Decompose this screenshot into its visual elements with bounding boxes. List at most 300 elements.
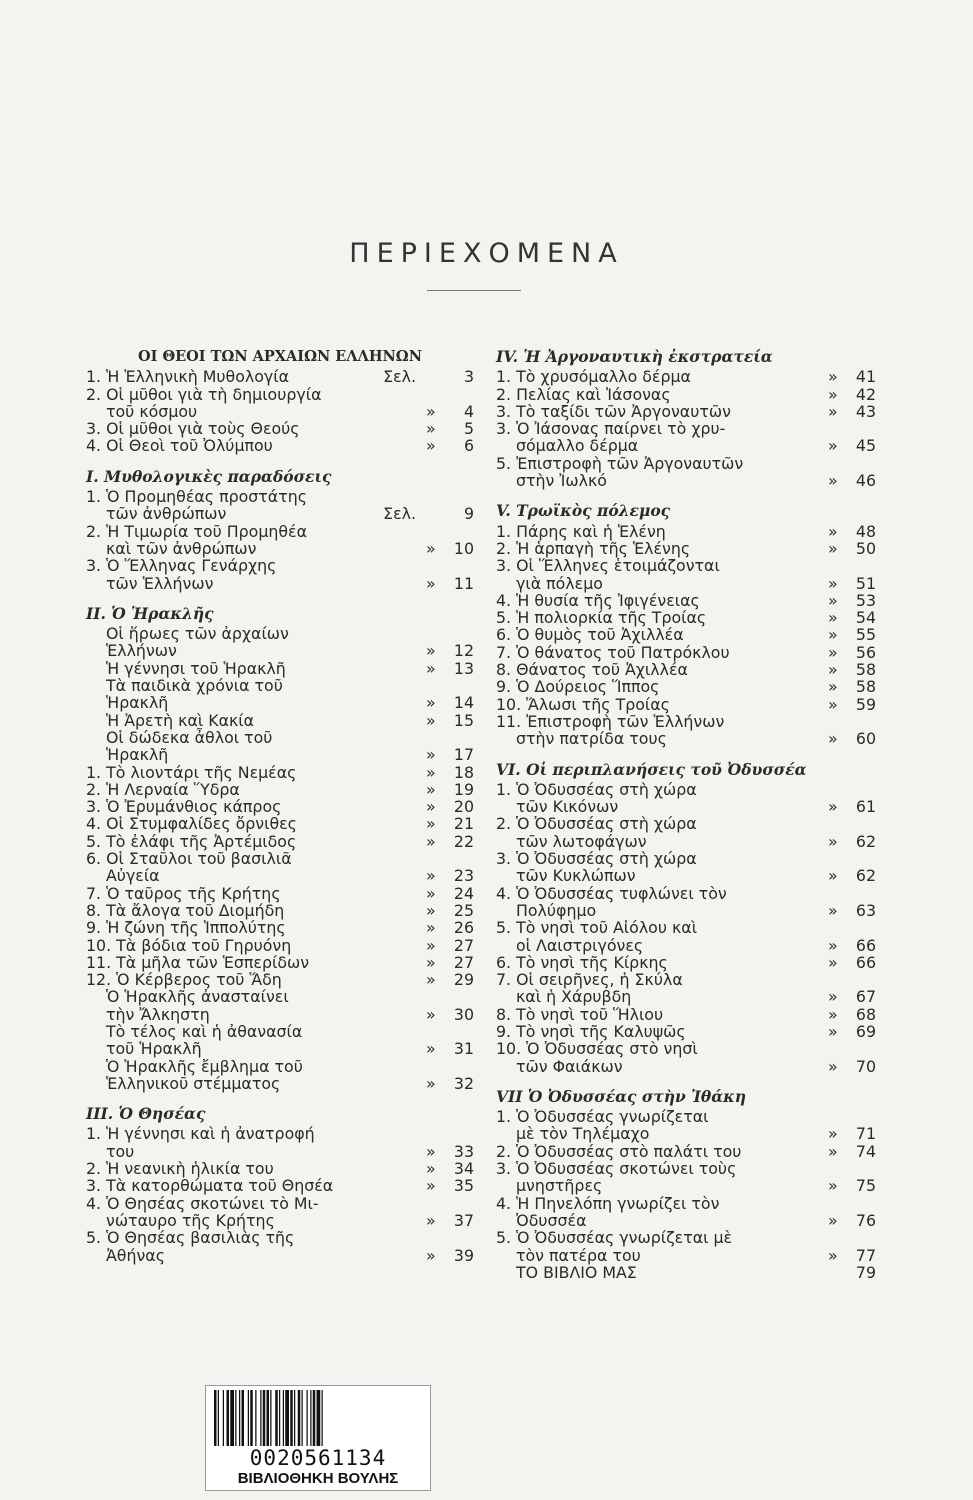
toc-entry[interactable] — [496, 885, 876, 920]
ditto-mark: » — [426, 1176, 436, 1196]
page-number: 14 — [453, 693, 474, 713]
page-number: 74 — [855, 1141, 876, 1161]
toc-entry[interactable] — [86, 781, 474, 798]
entry-text: Ἡ Λερναία Ὕδρα — [106, 779, 240, 799]
entry-number: 7. — [496, 642, 512, 662]
entry-text: Ἡ θυσία τῆς Ἰφιγένειας — [516, 590, 700, 610]
entry-number: 8. — [496, 660, 512, 680]
entry-text: Αὐγεία — [106, 866, 160, 886]
toc-entry[interactable] — [86, 971, 474, 988]
ditto-mark: » — [426, 710, 436, 730]
page-number: 19 — [453, 779, 474, 799]
page-number-cell — [816, 988, 876, 1005]
entry-text: Ὁ Ὀδυσσέας στὴ χώρα — [516, 814, 697, 834]
ditto-mark: » — [426, 779, 436, 799]
entry-title-continuation — [496, 1247, 816, 1264]
page-number-cell — [816, 386, 876, 403]
ditto-mark: » — [828, 729, 838, 749]
entry-title-continuation — [86, 505, 414, 522]
page-number: 22 — [453, 831, 474, 851]
entry-text: Ἡ Τιμωρία τοῦ Προμηθέα — [106, 521, 307, 541]
entry-text: Τὸ τέλος καὶ ἡ ἀθανασία — [106, 1021, 303, 1041]
toc-right-column — [496, 348, 876, 1281]
entry-text: Ὁ Ἰάσονας παίρνει τὸ χρυ- — [516, 419, 726, 439]
entry-title — [496, 781, 816, 798]
entry-number: 10. — [86, 935, 112, 955]
toc-entry[interactable] — [86, 420, 474, 437]
ditto-mark: » — [426, 866, 436, 886]
section-entries — [496, 1108, 876, 1281]
toc-entry[interactable] — [496, 455, 876, 490]
entry-title — [86, 833, 414, 850]
entry-title — [496, 1023, 816, 1040]
toc-entry[interactable] — [496, 1264, 876, 1281]
entry-title — [496, 420, 816, 437]
toc-entry[interactable] — [86, 625, 474, 660]
ditto-mark: » — [828, 1021, 838, 1041]
ditto-mark: » — [426, 658, 436, 678]
entry-number: 1. — [496, 521, 512, 541]
ditto-mark: » — [828, 694, 838, 714]
page-number-cell — [816, 368, 876, 385]
toc-left-column — [86, 348, 474, 1264]
page-number: 46 — [855, 471, 876, 491]
page-title: ΠΕΡΙΕΧΟΜΕΝΑ — [349, 238, 624, 269]
page-number-cell — [816, 696, 876, 713]
ditto-mark: » — [828, 384, 838, 404]
entry-title-continuation — [86, 867, 414, 884]
toc-entry[interactable] — [496, 386, 876, 403]
toc-entry[interactable] — [86, 1125, 474, 1160]
section-entries — [86, 1125, 474, 1263]
entry-text: μνηστῆρες — [516, 1176, 603, 1196]
entry-title — [496, 644, 816, 661]
ditto-mark: » — [426, 952, 436, 972]
barcode-bar — [317, 1390, 321, 1446]
page-number-cell — [816, 867, 876, 884]
section-heading: ΙV. Ἡ Ἀργοναυτικὴ ἐκστρατεία — [496, 347, 773, 366]
barcode-bar — [298, 1390, 301, 1446]
ditto-mark: » — [828, 521, 838, 541]
toc-entry[interactable] — [496, 713, 876, 748]
entry-number: 9. — [496, 677, 512, 697]
entry-text: Ἐπιστροφὴ τῶν Ἀργοναυτῶν — [516, 453, 744, 473]
entry-number: 5. — [496, 608, 512, 628]
entry-text: Πολύφημο — [516, 900, 597, 920]
barcode-bar — [310, 1390, 311, 1446]
barcode-bar — [248, 1390, 249, 1446]
page-number-cell — [816, 403, 876, 420]
entry-number: 11. — [86, 952, 112, 972]
entry-text: Ἡ Ἑλληνικὴ Μυθολογία — [106, 367, 289, 387]
entry-number: 4. — [496, 883, 512, 903]
barcode-bar — [230, 1390, 234, 1446]
entry-text: ΤΟ ΒΙΒΛΙΟ ΜΑΣ — [516, 1262, 637, 1282]
toc-entry[interactable] — [496, 1040, 876, 1075]
entry-title-continuation — [496, 867, 816, 884]
entry-text: Τὸ χρυσόμαλλο δέρμα — [516, 367, 691, 387]
entry-number: 3. — [496, 401, 512, 421]
page-number: 11 — [453, 573, 474, 593]
entry-title — [86, 1160, 414, 1177]
entry-title — [86, 1229, 414, 1246]
barcode-bar — [260, 1390, 261, 1446]
page-number: 70 — [855, 1056, 876, 1076]
entry-text: Ἀθήνας — [106, 1245, 165, 1265]
page-number: 18 — [453, 762, 474, 782]
entry-title — [86, 625, 414, 642]
entry-number: 1. — [496, 779, 512, 799]
entry-text: Τὰ μῆλα τῶν Ἑσπερίδων — [116, 952, 310, 972]
entry-title — [496, 713, 816, 730]
toc-entry[interactable] — [496, 592, 876, 609]
entry-number: 2. — [496, 1141, 512, 1161]
page-number-cell — [414, 403, 474, 420]
ditto-mark: » — [828, 642, 838, 662]
entry-title — [496, 1040, 816, 1057]
entry-text: Τὸ νησὶ τῆς Κίρκης — [516, 952, 668, 972]
page-number-cell — [414, 971, 474, 988]
toc-entry[interactable] — [86, 488, 474, 523]
toc-entry[interactable] — [86, 729, 474, 764]
toc-entry[interactable] — [86, 988, 474, 1023]
entry-title — [86, 712, 414, 729]
entry-text: Ἐπιστροφὴ τῶν Ἑλλήνων — [526, 711, 725, 731]
entry-number: 3. — [86, 797, 102, 817]
page-number: 55 — [855, 625, 876, 645]
entry-text: Οἱ Σταῦλοι τοῦ βασιλιᾶ — [106, 849, 292, 869]
toc-entry[interactable] — [86, 937, 474, 954]
toc-entry[interactable] — [86, 833, 474, 850]
page-number-cell — [816, 523, 876, 540]
ditto-mark: » — [426, 401, 436, 421]
entry-text: Οἱ μῦθοι γιὰ τὴ δημιουργία — [106, 384, 322, 404]
entry-text: του — [106, 1141, 135, 1161]
page-number: 37 — [453, 1210, 474, 1230]
entry-text: τῶν Ἑλλήνων — [106, 573, 214, 593]
ditto-mark: » — [828, 538, 838, 558]
toc-entry[interactable] — [86, 523, 474, 558]
toc-entry[interactable] — [86, 954, 474, 971]
entry-number: 9. — [496, 1021, 512, 1041]
entry-title — [496, 661, 816, 678]
toc-entry[interactable] — [496, 1108, 876, 1143]
toc-entry[interactable] — [86, 1195, 474, 1230]
entry-text: τὸν πατέρα του — [516, 1245, 641, 1265]
page-number: 68 — [855, 1004, 876, 1024]
toc-entry[interactable] — [86, 677, 474, 712]
page-number-cell — [816, 609, 876, 626]
entry-text: νώταυρο τῆς Κρήτης — [106, 1210, 275, 1230]
page-number: 15 — [453, 710, 474, 730]
toc-entry[interactable] — [496, 1195, 876, 1230]
entry-number: 10. — [496, 1039, 522, 1059]
entry-text: Οἱ ἥρωες τῶν ἀρχαίων — [106, 624, 289, 644]
page-number-cell — [816, 1177, 876, 1194]
page-number-cell — [816, 644, 876, 661]
toc-entry[interactable] — [86, 885, 474, 902]
page-number-cell — [414, 1160, 474, 1177]
toc-entry[interactable] — [86, 815, 474, 832]
entry-text: τὴν Ἄλκηστη — [106, 1004, 210, 1024]
entry-title — [496, 954, 816, 971]
toc-entry[interactable] — [86, 712, 474, 729]
page-number: 58 — [855, 660, 876, 680]
entry-number: 9. — [86, 918, 102, 938]
entry-title — [496, 455, 816, 472]
toc-entry[interactable] — [496, 954, 876, 971]
entry-text: τῶν Φαιάκων — [516, 1056, 623, 1076]
toc-entry[interactable] — [496, 1143, 876, 1160]
page-number-cell — [414, 937, 474, 954]
entry-text: στὴν Ἰωλκό — [516, 471, 607, 491]
barcode-bar — [270, 1390, 271, 1446]
barcode-bar — [218, 1390, 219, 1446]
barcode-bar — [302, 1390, 303, 1446]
entry-text: Τὰ παιδικὰ χρόνια τοῦ — [106, 676, 283, 696]
toc-entry[interactable] — [496, 850, 876, 885]
entry-text: Ὁ Ἕλληνας Γενάρχης — [106, 556, 277, 576]
ditto-mark: » — [426, 1245, 436, 1265]
entry-title — [86, 971, 414, 988]
entry-title — [496, 1264, 816, 1281]
entry-number: 7. — [86, 883, 102, 903]
entry-title — [496, 696, 816, 713]
toc-entry[interactable] — [496, 644, 876, 661]
toc-entry[interactable] — [86, 1023, 474, 1058]
entry-title — [86, 937, 414, 954]
toc-entry[interactable] — [496, 420, 876, 455]
page-number: 67 — [855, 987, 876, 1007]
entry-number: 8. — [496, 1004, 512, 1024]
toc-entry[interactable] — [496, 1006, 876, 1023]
entry-title — [496, 1108, 816, 1125]
toc-entry[interactable] — [496, 971, 876, 1006]
section-entries — [496, 368, 876, 489]
toc-entry[interactable] — [496, 1023, 876, 1040]
entry-number: 5. — [496, 453, 512, 473]
ditto-mark: » — [828, 1004, 838, 1024]
ditto-mark: » — [426, 641, 436, 661]
toc-entry[interactable] — [496, 1229, 876, 1264]
page-number-cell — [414, 764, 474, 781]
toc-entry[interactable] — [496, 557, 876, 592]
toc-entry[interactable] — [86, 386, 474, 421]
entry-title — [496, 815, 816, 832]
page-number-cell — [816, 1212, 876, 1229]
toc-entry[interactable] — [496, 540, 876, 557]
entry-title — [496, 386, 816, 403]
toc-entry[interactable] — [86, 368, 474, 385]
page-number: 71 — [855, 1124, 876, 1144]
toc-entry[interactable] — [496, 523, 876, 540]
entry-number: 1. — [86, 487, 102, 507]
page-number-cell — [414, 815, 474, 832]
page-number: 56 — [855, 642, 876, 662]
entry-title-continuation — [86, 1006, 414, 1023]
entry-text: στὴν πατρίδα τους — [516, 729, 667, 749]
entry-text: Ὁ Ὀδυσσέας τυφλώνει τὸν — [516, 883, 727, 903]
entry-text: τῶν ἀνθρώπων — [106, 504, 227, 524]
entry-title — [496, 540, 816, 557]
ditto-mark: » — [828, 660, 838, 680]
ditto-mark: » — [828, 471, 838, 491]
page-number: 24 — [453, 883, 474, 903]
page-number-cell — [414, 1143, 474, 1160]
page-number-cell — [816, 575, 876, 592]
entry-text: Ὁ Ὀδυσσέας στὴ χώρα — [516, 779, 697, 799]
entry-text: Ἡ Ἀρετὴ καὶ Κακία — [106, 710, 255, 730]
toc-entry[interactable] — [86, 1177, 474, 1194]
ditto-mark: » — [426, 745, 436, 765]
entry-number: 3. — [496, 556, 512, 576]
barcode-bar — [307, 1390, 308, 1446]
entry-text: Ἡρακλῆ — [106, 745, 169, 765]
entry-title — [86, 368, 382, 385]
entry-text: Θάνατος τοῦ Ἀχιλλέα — [516, 660, 688, 680]
page-number-cell — [414, 437, 474, 454]
entry-title-continuation — [496, 437, 816, 454]
page-number: 27 — [453, 952, 474, 972]
page-number-cell — [816, 1247, 876, 1264]
toc-entry[interactable] — [496, 781, 876, 816]
entry-text: Τὸ ταξίδι τῶν Ἀργοναυτῶν — [516, 401, 731, 421]
entry-number: 2. — [496, 814, 512, 834]
page-number: 79 — [855, 1262, 876, 1282]
entry-number: 10. — [496, 694, 522, 714]
ditto-mark: » — [426, 693, 436, 713]
entry-title — [86, 523, 414, 540]
page-number-cell — [414, 1075, 474, 1092]
entry-title-continuation — [86, 746, 414, 763]
page-number: 60 — [855, 729, 876, 749]
entry-text: Τὸ λιοντάρι τῆς Νεμέας — [106, 762, 297, 782]
entry-title — [496, 403, 816, 420]
entry-text: Ἡ Πηνελόπη γνωρίζει τὸν — [516, 1193, 720, 1213]
page-number: 34 — [453, 1159, 474, 1179]
section-heading: Ι. Μυθολογικὲς παραδόσεις — [86, 466, 332, 486]
entry-title — [496, 609, 816, 626]
entry-number: 6. — [496, 952, 512, 972]
toc-entry[interactable] — [496, 678, 876, 695]
entry-title — [86, 764, 414, 781]
toc-entry[interactable] — [86, 919, 474, 936]
toc-entry[interactable] — [86, 798, 474, 815]
entry-number: 2. — [86, 521, 102, 541]
page-number: 31 — [453, 1039, 474, 1059]
page-number-cell — [816, 1023, 876, 1040]
toc-entry[interactable] — [496, 1160, 876, 1195]
entry-title-continuation — [496, 1058, 816, 1075]
toc-entry[interactable] — [86, 557, 474, 592]
barcode-bar — [223, 1390, 224, 1446]
entry-title-continuation — [86, 1075, 414, 1092]
toc-entry[interactable] — [496, 815, 876, 850]
toc-entry[interactable] — [86, 437, 474, 454]
title-divider — [427, 290, 521, 291]
entry-number: 8. — [86, 900, 102, 920]
toc-entry[interactable] — [496, 626, 876, 643]
section-heading: ΙΙ. Ὁ Ἡρακλῆς — [86, 603, 214, 623]
toc-entry[interactable] — [86, 1160, 474, 1177]
ditto-mark: » — [828, 1141, 838, 1161]
entry-title — [496, 885, 816, 902]
entry-title — [86, 781, 414, 798]
section-entries — [496, 523, 876, 748]
entry-text: Ἡ γέννησι τοῦ Ἡρακλῆ — [106, 658, 286, 678]
toc-entry[interactable] — [86, 660, 474, 677]
entry-text: Οἱ Ἕλληνες ἑτοιμάζονται — [516, 556, 720, 576]
page-number: 12 — [453, 641, 474, 661]
page-number-cell — [816, 937, 876, 954]
entry-text: καὶ τῶν ἀνθρώπων — [106, 538, 257, 558]
toc-entry[interactable] — [496, 696, 876, 713]
toc-entry[interactable] — [86, 1229, 474, 1264]
toc-entry[interactable] — [86, 1058, 474, 1093]
entry-text: Ὁ Ὀδυσσέας στὸ νησὶ — [526, 1039, 698, 1059]
toc-entry[interactable] — [496, 403, 876, 420]
ditto-mark: » — [828, 935, 838, 955]
ditto-mark: » — [828, 1176, 838, 1196]
page-number: 6 — [463, 436, 474, 456]
page-number-cell — [414, 746, 474, 763]
entry-text: Οἱ σειρῆνες, ἡ Σκύλα — [516, 970, 683, 990]
entry-title-continuation — [496, 730, 816, 747]
ditto-mark: » — [426, 538, 436, 558]
entry-title — [496, 523, 816, 540]
page-prefix: Σελ. — [383, 504, 416, 524]
entry-title-continuation — [86, 642, 414, 659]
entry-number: 4. — [86, 1193, 102, 1213]
ditto-mark: » — [828, 1245, 838, 1265]
toc-entry[interactable] — [86, 850, 474, 885]
entry-text: Ὁ Κέρβερος τοῦ Ἅδη — [116, 970, 282, 990]
toc-entry[interactable] — [496, 919, 876, 954]
page-number-cell — [414, 540, 474, 557]
toc-entry[interactable] — [496, 661, 876, 678]
entry-title-continuation — [86, 403, 382, 420]
entry-title — [86, 729, 414, 746]
ditto-mark: » — [426, 883, 436, 903]
toc-entry[interactable] — [86, 764, 474, 781]
page-number: 54 — [855, 608, 876, 628]
toc-entry[interactable] — [86, 902, 474, 919]
entry-text: οἱ Λαιστριγόνες — [516, 935, 644, 955]
page-number-cell — [816, 1058, 876, 1075]
entry-number: 2. — [86, 779, 102, 799]
toc-entry[interactable] — [496, 368, 876, 385]
ditto-mark: » — [426, 1004, 436, 1024]
toc-entry[interactable] — [496, 609, 876, 626]
page-number: 62 — [855, 866, 876, 886]
entry-number: 6. — [496, 625, 512, 645]
entry-title — [496, 971, 816, 988]
section-entries — [86, 488, 474, 592]
entry-text: τοῦ κόσμου — [106, 401, 198, 421]
entry-title — [86, 660, 414, 677]
entry-text: σόμαλλο δέρμα — [516, 436, 639, 456]
page-number-cell — [414, 781, 474, 798]
page-number-cell — [816, 833, 876, 850]
ditto-mark: » — [828, 797, 838, 817]
entry-title — [86, 919, 414, 936]
page-number: 66 — [855, 935, 876, 955]
entry-text: καὶ ἡ Χάρυβδη — [516, 987, 632, 1007]
page-number-cell — [816, 472, 876, 489]
ditto-mark: » — [426, 573, 436, 593]
ditto-mark: » — [426, 436, 436, 456]
entry-text: Ὁ Ὀδυσσέας στὸ παλάτι του — [516, 1141, 742, 1161]
